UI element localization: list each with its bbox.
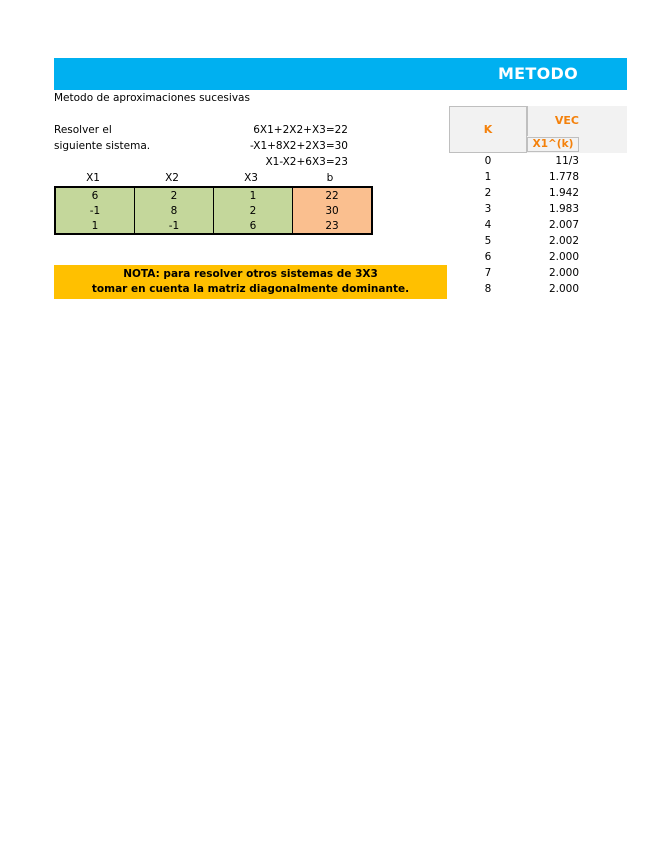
iteration-k: 3 xyxy=(484,203,492,215)
matrix-header-b: b xyxy=(326,172,334,184)
iteration-k: 7 xyxy=(484,267,492,279)
matrix-cell-b[interactable]: 23 xyxy=(293,218,373,234)
problem-line-2: siguiente sistema. xyxy=(54,140,151,152)
iteration-k: 8 xyxy=(484,283,492,295)
nota-line-1: NOTA: para resolver otros sistemas de 3X3 xyxy=(123,268,378,280)
iteration-x1[interactable]: 2.000 xyxy=(548,283,579,295)
iteration-k: 0 xyxy=(484,155,492,167)
iteration-x1[interactable]: 2.000 xyxy=(548,251,579,263)
nota-box xyxy=(54,265,447,299)
iteration-k: 4 xyxy=(484,219,492,231)
iteration-x1[interactable]: 2.000 xyxy=(548,267,579,279)
iteration-x1[interactable]: 1.942 xyxy=(548,187,579,199)
matrix-cell-b[interactable]: 30 xyxy=(293,203,373,218)
iteration-row xyxy=(449,171,579,187)
x1-column-header: X1^(k) xyxy=(527,137,579,152)
iteration-row xyxy=(449,283,579,299)
iteration-x1[interactable]: 2.002 xyxy=(548,235,579,247)
iteration-x1[interactable]: 1.778 xyxy=(548,171,579,183)
iteration-row xyxy=(449,251,579,267)
iteration-row xyxy=(449,203,579,219)
k-column-header: K xyxy=(449,106,527,153)
iteration-k: 6 xyxy=(484,251,492,263)
matrix-header-x1: X1 xyxy=(86,172,100,184)
matrix-cell[interactable]: 2 xyxy=(214,203,293,218)
iteration-k: 5 xyxy=(484,235,492,247)
matrix-row xyxy=(55,203,372,218)
matrix-cell[interactable]: -1 xyxy=(55,203,135,218)
matrix-row xyxy=(55,187,372,203)
matrix-cell[interactable]: 1 xyxy=(55,218,135,234)
iteration-row xyxy=(449,219,579,235)
iteration-k: 2 xyxy=(484,187,492,199)
iteration-row xyxy=(449,187,579,203)
problem-line-1: Resolver el xyxy=(54,124,112,136)
matrix-cell[interactable]: 6 xyxy=(214,218,293,234)
matrix-cell[interactable]: 1 xyxy=(214,187,293,203)
coefficient-matrix xyxy=(54,186,373,235)
equation-1: 6X1+2X2+X3=22 xyxy=(253,124,348,136)
matrix-cell-b[interactable]: 22 xyxy=(293,187,373,203)
nota-line-2: tomar en cuenta la matriz diagonalmente dominante. xyxy=(91,283,410,295)
equation-2: -X1+8X2+2X3=30 xyxy=(249,140,348,152)
vector-header: VEC xyxy=(527,106,579,136)
iteration-row xyxy=(449,155,579,171)
matrix-cell[interactable]: 8 xyxy=(135,203,214,218)
iteration-k: 1 xyxy=(484,171,492,183)
iteration-x1[interactable]: 11/3 xyxy=(555,155,579,167)
matrix-cell[interactable]: 2 xyxy=(135,187,214,203)
iteration-row xyxy=(449,267,579,283)
matrix-cell[interactable]: 6 xyxy=(55,187,135,203)
equation-3: X1-X2+6X3=23 xyxy=(265,156,348,168)
iteration-row xyxy=(449,235,579,251)
matrix-row xyxy=(55,218,372,234)
matrix-header-x2: X2 xyxy=(165,172,179,184)
subtitle: Metodo de aproximaciones sucesivas xyxy=(54,92,250,104)
matrix-header-x3: X3 xyxy=(244,172,258,184)
iteration-x1[interactable]: 2.007 xyxy=(548,219,579,231)
matrix-cell[interactable]: -1 xyxy=(135,218,214,234)
banner-title: METODO xyxy=(497,64,578,83)
iteration-x1[interactable]: 1.983 xyxy=(548,203,579,215)
title-banner xyxy=(54,58,627,90)
